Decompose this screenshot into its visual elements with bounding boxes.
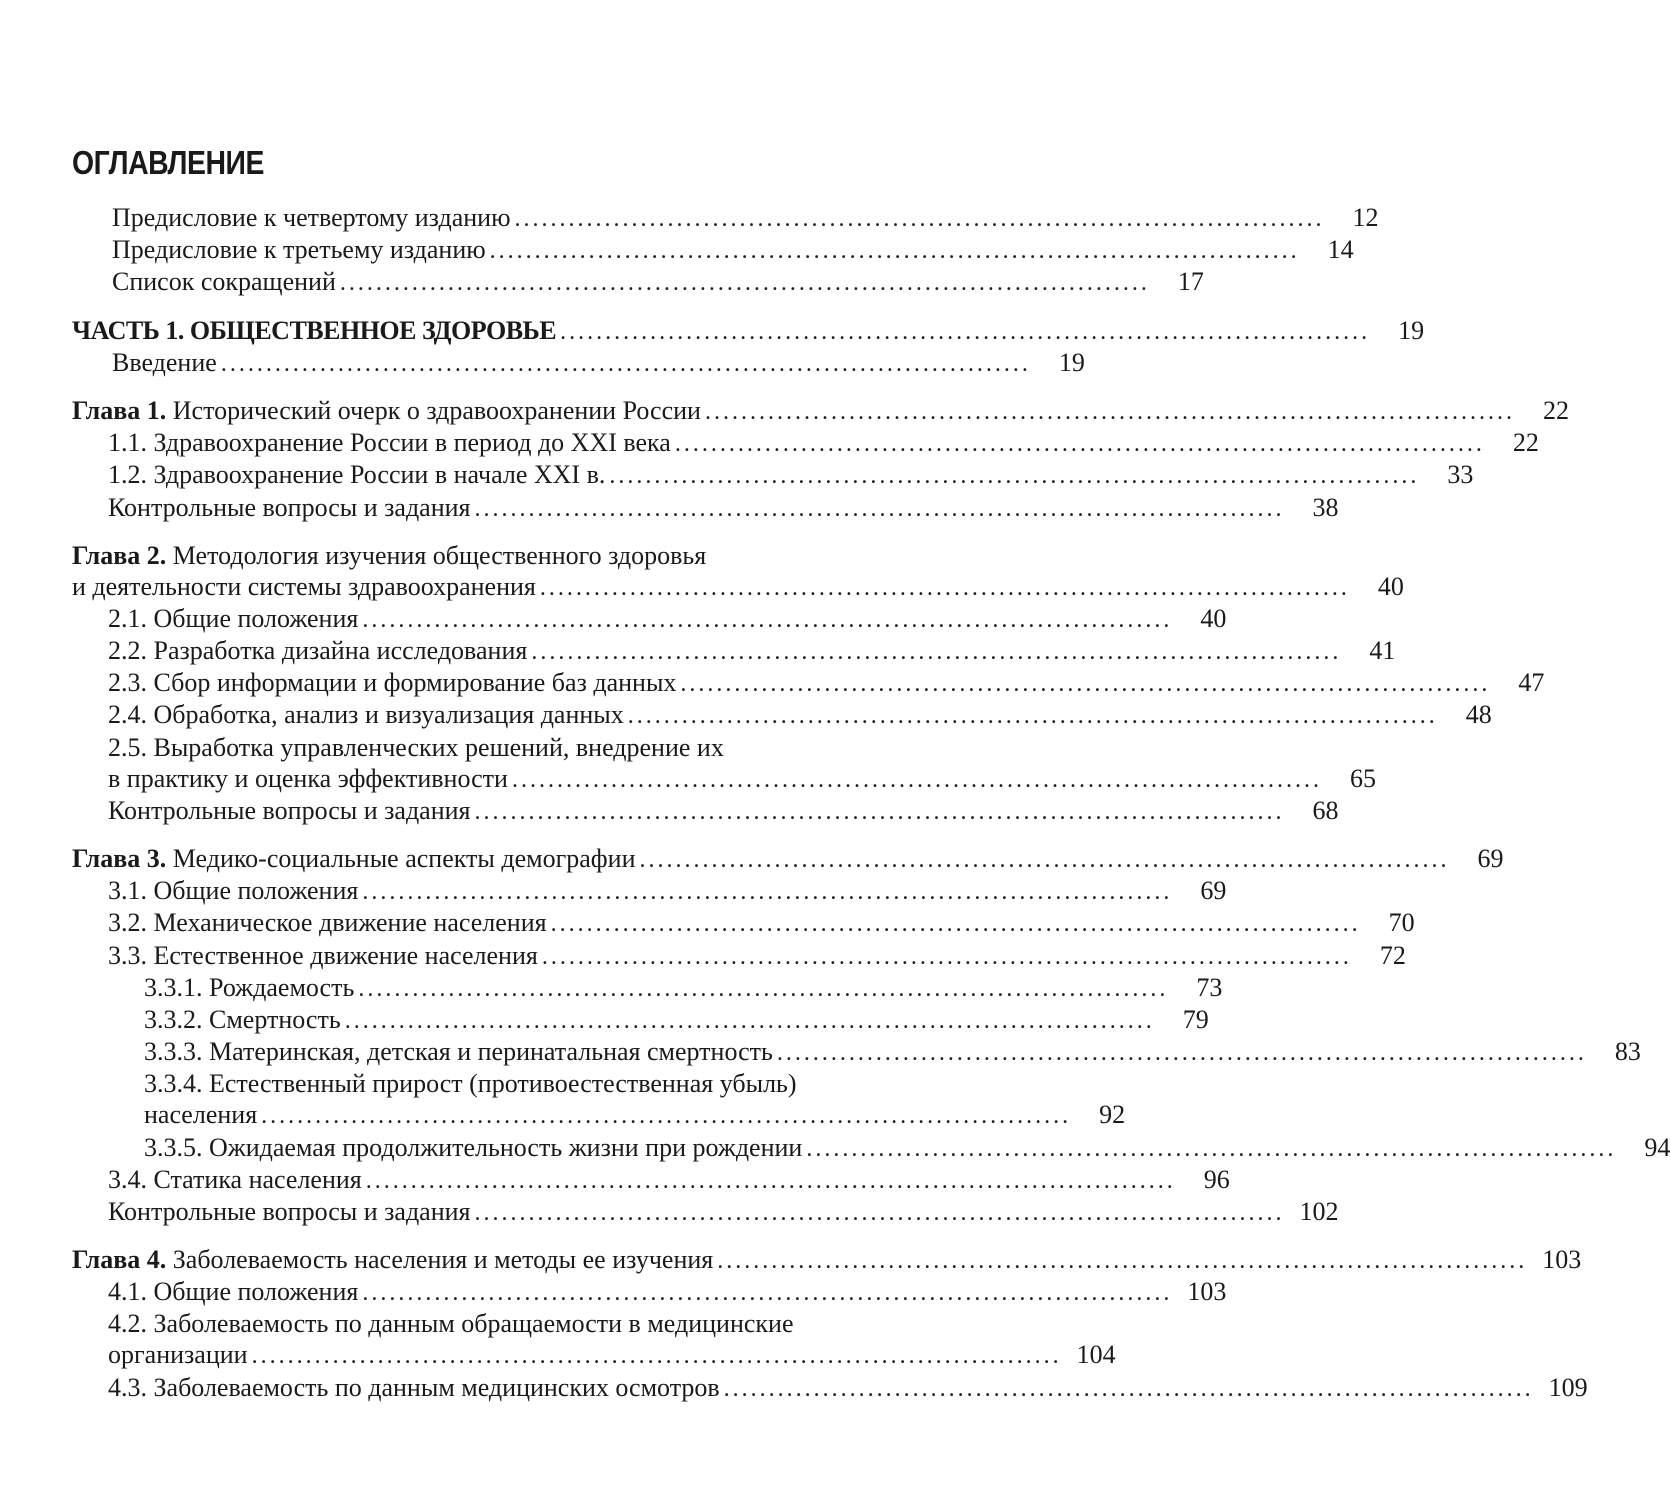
entry-label: 1.1. Здравоохранение России в период до XXI века [108, 427, 675, 459]
entry-label: 4.2. Заболеваемость по данным обращаемости в медицинские [108, 1308, 798, 1340]
entry-label: 2.5. Выработка управленческих решений, внедрение их [108, 732, 728, 764]
dot-leader: .......................................................................................... [362, 879, 1173, 906]
chapter-4 [0, 1244, 1588, 1404]
toc-entry[interactable] [0, 875, 1227, 907]
toc-subentry[interactable] [0, 1132, 1670, 1164]
toc-entry[interactable] [0, 459, 1474, 491]
entry-label [72, 540, 710, 572]
toc-entry[interactable] [0, 492, 1339, 524]
dot-leader: .......................................................................................... [723, 1375, 1534, 1402]
toc-entry[interactable] [0, 635, 1396, 667]
page-number: 38 [1312, 492, 1339, 522]
dot-leader: .......................................................................................... [220, 350, 1031, 377]
chapter-1 [0, 395, 1569, 524]
toc-entry-chapter-line2[interactable] [0, 571, 1404, 603]
entry-label: организации [108, 1339, 252, 1371]
toc-entry[interactable] [0, 266, 1204, 298]
chapter-title: Исторический очерк о здравоохранении России [172, 395, 701, 425]
toc-subentry[interactable] [0, 1004, 1209, 1036]
page-number: 47 [1518, 668, 1545, 698]
toc-subentry-line1[interactable] [0, 1068, 1000, 1099]
dot-leader: .......................................................................................... [514, 206, 1325, 232]
page-number: 68 [1312, 795, 1339, 825]
chapter-title: Заболеваемость населения и методы ее изучения [172, 1245, 714, 1275]
entry-label: Список сокращений [112, 266, 340, 298]
dot-leader: .......................................................................................... [511, 766, 1322, 793]
toc-entry-line1[interactable] [0, 1308, 1000, 1339]
page-number: 83 [1614, 1037, 1641, 1067]
dot-leader: .......................................................................................... [344, 1007, 1155, 1034]
toc-subentry-line2[interactable] [0, 1099, 1126, 1131]
page-number: 92 [1099, 1100, 1126, 1130]
dot-leader: .......................................................................................... [358, 975, 1169, 1002]
toc-entry[interactable] [0, 667, 1545, 699]
toc-title: ОГЛАВЛЕНИЕ [72, 144, 265, 181]
page-number: 19 [1398, 315, 1425, 345]
toc-entry[interactable] [0, 202, 1379, 234]
dot-leader: .......................................................................................... [362, 1280, 1173, 1307]
toc-entry-chapter-line1[interactable] [0, 540, 1000, 571]
page-number: 94 [1644, 1132, 1670, 1162]
dot-leader: .......................................................................................... [474, 1199, 1285, 1226]
dot-leader: .......................................................................................... [609, 463, 1420, 490]
page-number: 40 [1377, 571, 1404, 601]
chapter-3 [0, 843, 1670, 1228]
entry-label: 2.1. Общие положения [108, 603, 362, 635]
entry-label: 3.3.2. Смертность [144, 1004, 345, 1036]
entry-label: 3.3.3. Материнская, детская и перинатальная смертность [144, 1036, 777, 1068]
dot-leader: .......................................................................................... [560, 318, 1371, 345]
toc-subentry[interactable] [0, 972, 1223, 1004]
page-number: 103 [1542, 1245, 1582, 1275]
page-number: 40 [1200, 603, 1227, 633]
dot-leader: .......................................................................................... [531, 639, 1342, 666]
toc-subentry[interactable] [0, 1036, 1641, 1068]
entry-label: 4.1. Общие положения [108, 1276, 362, 1308]
toc-entry[interactable] [0, 1372, 1588, 1404]
entry-label: Контрольные вопросы и задания [108, 795, 475, 827]
page-number: 41 [1369, 636, 1396, 666]
entry-label: 3.3.4. Естественный прирост (противоестественная убыль) [144, 1068, 801, 1100]
toc-entry[interactable] [0, 940, 1406, 972]
dot-leader: .......................................................................................... [674, 431, 1485, 458]
dot-leader: .......................................................................................... [627, 703, 1438, 730]
dot-leader: .......................................................................................... [704, 398, 1515, 425]
toc-entry-chapter[interactable] [0, 395, 1569, 427]
entry-label: 3.3.1. Рождаемость [144, 972, 358, 1004]
chapter-title-line2: и деятельности системы здравоохранения [72, 571, 540, 603]
page-number: 109 [1548, 1372, 1588, 1402]
page-number: 70 [1388, 908, 1415, 938]
page-number: 14 [1327, 235, 1354, 265]
entry-label: 3.2. Механическое движение населения [108, 907, 551, 939]
toc-entry[interactable] [0, 1164, 1230, 1196]
dot-leader: .......................................................................................... [539, 574, 1350, 601]
page-number: 104 [1076, 1340, 1116, 1370]
entry-label: 3.3. Естественное движение населения [108, 940, 542, 972]
chapter-title-line1: Методология изучения общественного здоровья [172, 540, 707, 570]
entry-label: 2.3. Сбор информации и формирование баз данных [108, 667, 680, 699]
entry-label: Предисловие к четвертому изданию [112, 202, 515, 234]
entry-label: Введение [112, 347, 221, 379]
chapter-title: Медико-социальные аспекты демографии [172, 844, 636, 873]
dot-leader: .......................................................................................... [489, 238, 1300, 265]
toc-entry[interactable] [0, 699, 1492, 731]
entry-label: 4.3. Заболеваемость по данным медицинских осмотров [108, 1372, 724, 1404]
dot-leader: .......................................................................................... [339, 270, 1150, 297]
page-number: 17 [1177, 267, 1204, 297]
chapter-prefix: Глава 4. [72, 1245, 167, 1275]
entry-label: Контрольные вопросы и задания [108, 492, 475, 524]
page-number: 69 [1200, 876, 1227, 906]
page-number: 65 [1349, 763, 1376, 793]
page-number: 79 [1182, 1004, 1209, 1034]
part-1 [0, 315, 1425, 379]
entry-label: 3.1. Общие положения [108, 875, 362, 907]
dot-leader: .......................................................................................... [680, 671, 1491, 698]
page-number: 72 [1379, 940, 1406, 970]
dot-leader: .......................................................................................... [550, 911, 1361, 938]
front-matter [0, 202, 1379, 299]
part-title: ЧАСТЬ 1. ОБЩЕСТВЕННОЕ ЗДОРОВЬЕ [72, 315, 560, 347]
dot-leader: .......................................................................................... [365, 1167, 1176, 1194]
dot-leader: .......................................................................................... [474, 495, 1285, 522]
entry-label: 3.4. Статика населения [108, 1164, 366, 1196]
page-number: 12 [1352, 203, 1379, 232]
page-number: 102 [1299, 1196, 1339, 1226]
page-number: 69 [1477, 844, 1504, 873]
entry-label: 3.3.5. Ожидаемая продолжительность жизни при рождении [144, 1132, 806, 1164]
page-number: 103 [1187, 1277, 1227, 1307]
entry-label [72, 843, 639, 875]
toc-entry-chapter[interactable] [0, 843, 1504, 875]
chapter-prefix: Глава 2. [72, 540, 167, 570]
dot-leader: .......................................................................................... [776, 1040, 1587, 1067]
toc-entry-line2[interactable] [0, 1339, 1116, 1371]
chapter-prefix: Глава 1. [72, 395, 167, 425]
page-number: 19 [1058, 347, 1085, 377]
toc-entry[interactable] [0, 1196, 1339, 1228]
toc-entry[interactable] [0, 427, 1539, 459]
toc-entry[interactable] [0, 347, 1085, 379]
entry-label: Предисловие к третьему изданию [112, 234, 490, 266]
toc-entry[interactable] [0, 907, 1415, 939]
entry-label [72, 1244, 717, 1276]
entry-label: 2.2. Разработка дизайна исследования [108, 635, 531, 667]
dot-leader: .......................................................................................... [717, 1248, 1528, 1275]
dot-leader: .......................................................................................... [251, 1343, 1062, 1370]
dot-leader: .......................................................................................... [639, 847, 1450, 873]
chapter-prefix: Глава 3. [72, 844, 167, 873]
toc-entry[interactable] [0, 1276, 1227, 1308]
entry-label [72, 395, 705, 427]
toc-entry-part[interactable] [0, 315, 1425, 347]
page-number: 22 [1512, 428, 1539, 458]
toc-entry[interactable] [0, 603, 1227, 635]
toc-entry-chapter[interactable] [0, 1244, 1582, 1276]
entry-label: 2.4. Обработка, анализ и визуализация данных [108, 699, 628, 731]
table-of-contents [0, 202, 1670, 1404]
entry-label: населения [144, 1099, 261, 1131]
page-number: 96 [1203, 1164, 1230, 1194]
dot-leader: .......................................................................................... [261, 1103, 1072, 1130]
dot-leader: .......................................................................................... [474, 798, 1285, 825]
toc-entry-line2[interactable] [0, 763, 1376, 795]
dot-leader: .......................................................................................... [362, 606, 1173, 633]
entry-label: в практику и оценка эффективности [108, 763, 512, 795]
page-number: 22 [1542, 395, 1569, 425]
chapter-2 [0, 540, 1545, 827]
page-number: 33 [1447, 460, 1474, 490]
toc-entry[interactable] [0, 234, 1354, 266]
entry-label: Контрольные вопросы и задания [108, 1196, 475, 1228]
page-number: 48 [1465, 700, 1492, 730]
toc-entry-line1[interactable] [0, 732, 1000, 763]
dot-leader: .......................................................................................... [541, 943, 1352, 970]
page-number: 73 [1196, 972, 1223, 1002]
dot-leader: .......................................................................................... [806, 1135, 1617, 1162]
toc-entry[interactable] [0, 795, 1339, 827]
entry-label: 1.2. Здравоохранение России в начале XXI в. [108, 459, 609, 491]
